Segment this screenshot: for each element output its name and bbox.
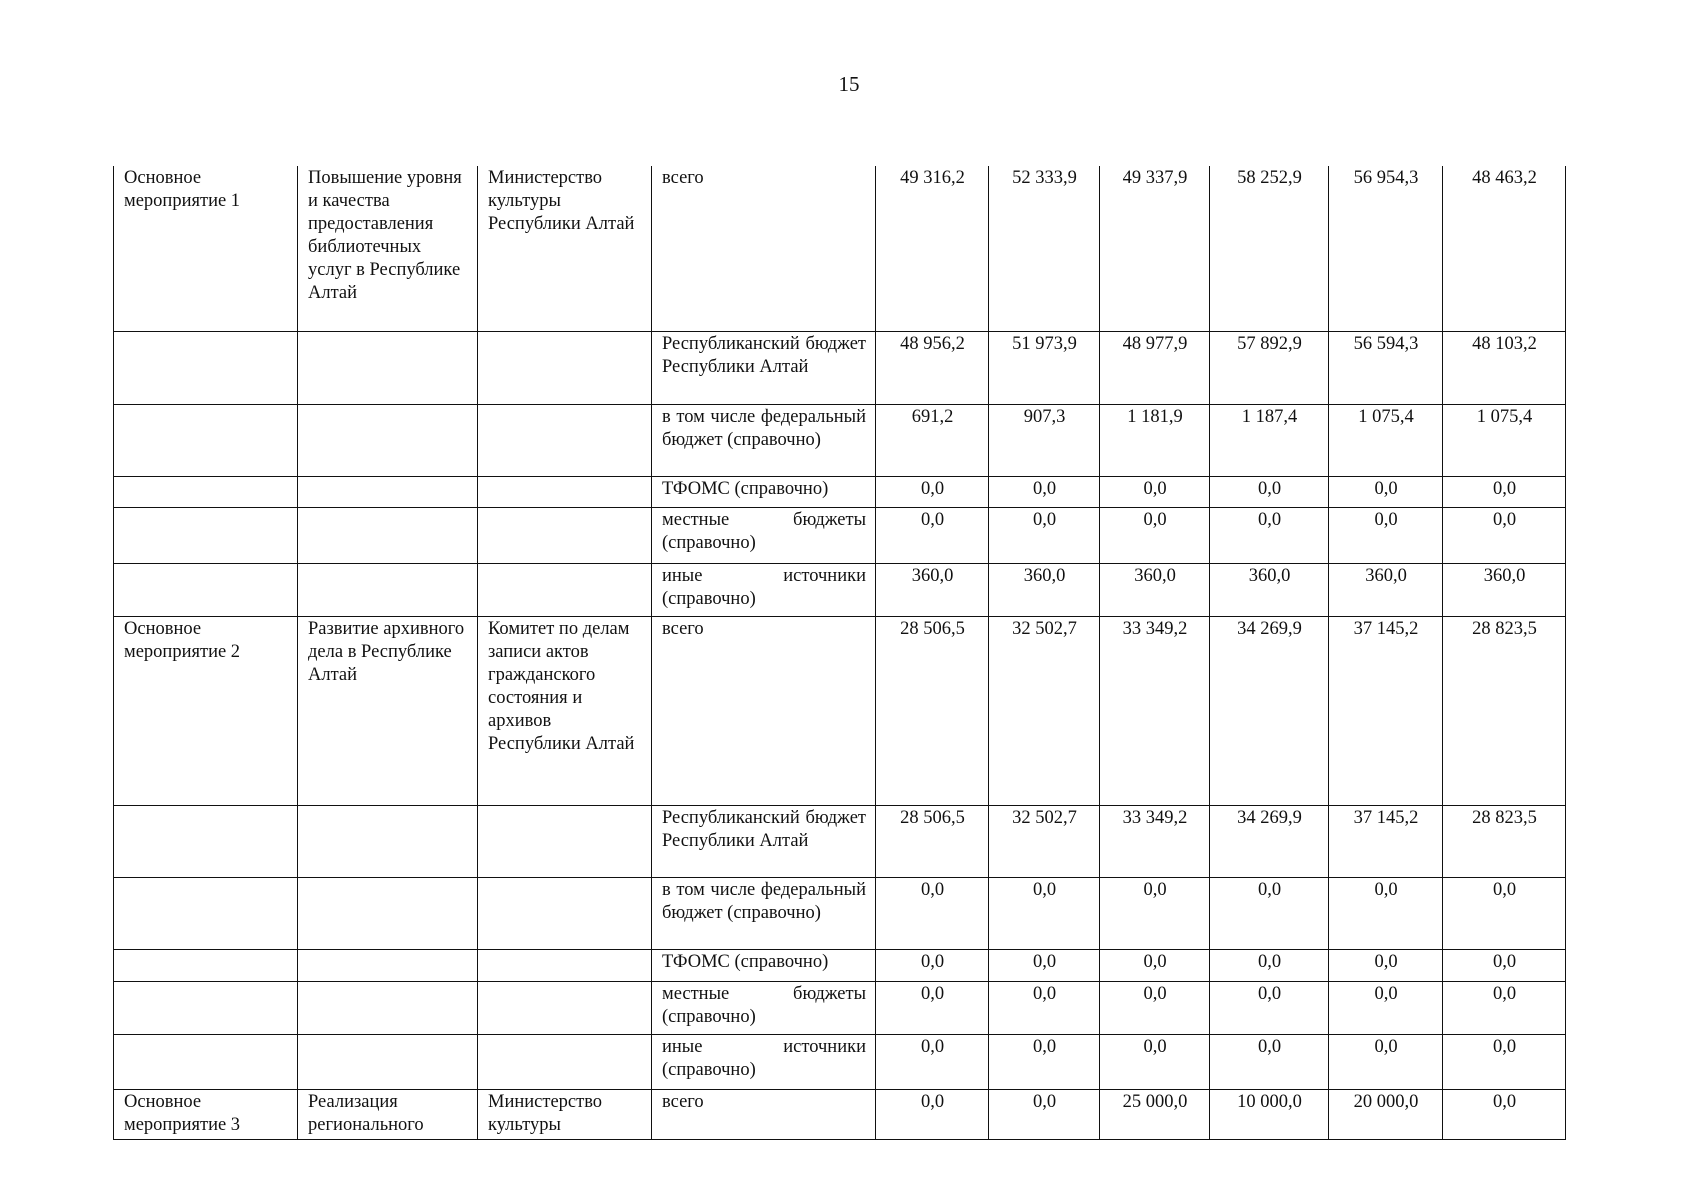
measure-cell — [114, 1034, 298, 1089]
measure-name-cell — [298, 507, 478, 563]
executor-cell — [478, 404, 652, 476]
amount-cell: 48 977,9 — [1100, 331, 1210, 404]
executor-cell — [478, 981, 652, 1034]
funding-source-cell: местные бюджеты (справочно) — [652, 507, 876, 563]
measure-name-cell — [298, 1034, 478, 1089]
executor-cell — [478, 331, 652, 404]
amount-cell: 0,0 — [989, 1034, 1100, 1089]
funding-source-cell: иные источники (справочно) — [652, 563, 876, 616]
amount-cell: 56 954,3 — [1329, 166, 1443, 331]
table-row — [114, 949, 1566, 981]
amount-cell: 0,0 — [1443, 877, 1566, 949]
amount-cell: 0,0 — [1443, 1034, 1566, 1089]
amount-cell: 33 349,2 — [1100, 616, 1210, 805]
amount-cell: 0,0 — [1329, 949, 1443, 981]
table-row — [114, 476, 1566, 507]
funding-source-cell: местные бюджеты (справочно) — [652, 981, 876, 1034]
amount-cell: 0,0 — [1100, 949, 1210, 981]
amount-cell: 0,0 — [1443, 476, 1566, 507]
measure-cell — [114, 476, 298, 507]
amount-cell: 0,0 — [1329, 507, 1443, 563]
amount-cell: 1 181,9 — [1100, 404, 1210, 476]
amount-cell: 1 075,4 — [1443, 404, 1566, 476]
executor-cell — [478, 563, 652, 616]
amount-cell: 49 316,2 — [876, 166, 989, 331]
amount-cell: 28 506,5 — [876, 616, 989, 805]
amount-cell: 0,0 — [876, 476, 989, 507]
measure-name-cell: Реализация регионального — [298, 1089, 478, 1139]
table-row — [114, 981, 1566, 1034]
measure-name-cell — [298, 981, 478, 1034]
amount-cell: 32 502,7 — [989, 805, 1100, 877]
measure-cell — [114, 563, 298, 616]
measure-cell — [114, 805, 298, 877]
measure-cell: Основное мероприятие 2 — [114, 616, 298, 805]
amount-cell: 58 252,9 — [1210, 166, 1329, 331]
amount-cell: 360,0 — [989, 563, 1100, 616]
funding-source-cell: Республиканский бюджет Республики Алтай — [652, 331, 876, 404]
amount-cell: 360,0 — [1210, 563, 1329, 616]
budget-table — [113, 166, 1566, 1140]
amount-cell: 0,0 — [1329, 476, 1443, 507]
measure-name-cell — [298, 563, 478, 616]
table-row — [114, 877, 1566, 949]
amount-cell: 37 145,2 — [1329, 616, 1443, 805]
measure-name-cell — [298, 949, 478, 981]
measure-name-cell: Повышение уровня и качества предоставления библиотечных услуг в Республике Алтай — [298, 166, 478, 331]
amount-cell: 34 269,9 — [1210, 805, 1329, 877]
table-row — [114, 404, 1566, 476]
measure-name-cell — [298, 476, 478, 507]
amount-cell: 0,0 — [876, 1089, 989, 1139]
measure-name-cell: Развитие архивного дела в Республике Алтай — [298, 616, 478, 805]
funding-source-cell: Республиканский бюджет Республики Алтай — [652, 805, 876, 877]
amount-cell: 0,0 — [1100, 507, 1210, 563]
amount-cell: 0,0 — [1210, 1034, 1329, 1089]
funding-source-cell: всего — [652, 1089, 876, 1139]
amount-cell: 1 187,4 — [1210, 404, 1329, 476]
amount-cell: 0,0 — [876, 949, 989, 981]
amount-cell: 0,0 — [1443, 1089, 1566, 1139]
amount-cell: 0,0 — [989, 981, 1100, 1034]
executor-cell: Министерство культуры — [478, 1089, 652, 1139]
amount-cell: 28 506,5 — [876, 805, 989, 877]
table-row — [114, 563, 1566, 616]
funding-source-cell: иные источники (справочно) — [652, 1034, 876, 1089]
measure-cell — [114, 404, 298, 476]
amount-cell: 52 333,9 — [989, 166, 1100, 331]
amount-cell: 360,0 — [1100, 563, 1210, 616]
table-row — [114, 507, 1566, 563]
amount-cell: 0,0 — [1100, 981, 1210, 1034]
amount-cell: 0,0 — [989, 507, 1100, 563]
amount-cell: 0,0 — [989, 1089, 1100, 1139]
amount-cell: 0,0 — [989, 877, 1100, 949]
amount-cell: 0,0 — [1210, 476, 1329, 507]
amount-cell: 360,0 — [1329, 563, 1443, 616]
amount-cell: 25 000,0 — [1100, 1089, 1210, 1139]
funding-source-cell: всего — [652, 616, 876, 805]
funding-source-cell: ТФОМС (справочно) — [652, 949, 876, 981]
amount-cell: 0,0 — [1210, 877, 1329, 949]
funding-source-cell: всего — [652, 166, 876, 331]
table-row — [114, 1034, 1566, 1089]
amount-cell: 57 892,9 — [1210, 331, 1329, 404]
amount-cell: 0,0 — [1443, 981, 1566, 1034]
amount-cell: 0,0 — [1210, 507, 1329, 563]
executor-cell — [478, 877, 652, 949]
amount-cell: 51 973,9 — [989, 331, 1100, 404]
amount-cell: 0,0 — [1210, 949, 1329, 981]
amount-cell: 48 463,2 — [1443, 166, 1566, 331]
executor-cell — [478, 507, 652, 563]
measure-cell: Основное мероприятие 1 — [114, 166, 298, 331]
amount-cell: 0,0 — [876, 981, 989, 1034]
amount-cell: 49 337,9 — [1100, 166, 1210, 331]
table-row — [114, 616, 1566, 805]
amount-cell: 0,0 — [1329, 981, 1443, 1034]
amount-cell: 360,0 — [876, 563, 989, 616]
measure-cell — [114, 981, 298, 1034]
amount-cell: 34 269,9 — [1210, 616, 1329, 805]
table-row — [114, 166, 1566, 331]
amount-cell: 0,0 — [876, 877, 989, 949]
measure-name-cell — [298, 877, 478, 949]
measure-name-cell — [298, 331, 478, 404]
executor-cell — [478, 949, 652, 981]
table-row — [114, 1089, 1566, 1139]
amount-cell: 20 000,0 — [1329, 1089, 1443, 1139]
table-row — [114, 331, 1566, 404]
amount-cell: 33 349,2 — [1100, 805, 1210, 877]
amount-cell: 0,0 — [1443, 949, 1566, 981]
executor-cell — [478, 476, 652, 507]
measure-name-cell — [298, 404, 478, 476]
amount-cell: 48 956,2 — [876, 331, 989, 404]
amount-cell: 0,0 — [1210, 981, 1329, 1034]
amount-cell: 0,0 — [989, 949, 1100, 981]
amount-cell: 360,0 — [1443, 563, 1566, 616]
measure-cell — [114, 507, 298, 563]
measure-cell — [114, 949, 298, 981]
amount-cell: 28 823,5 — [1443, 616, 1566, 805]
amount-cell: 0,0 — [1329, 1034, 1443, 1089]
page-number: 15 — [838, 72, 860, 96]
amount-cell: 0,0 — [1443, 507, 1566, 563]
funding-source-cell: в том числе федеральный бюджет (справочно) — [652, 404, 876, 476]
amount-cell: 37 145,2 — [1329, 805, 1443, 877]
amount-cell: 0,0 — [989, 476, 1100, 507]
amount-cell: 32 502,7 — [989, 616, 1100, 805]
executor-cell — [478, 805, 652, 877]
amount-cell: 691,2 — [876, 404, 989, 476]
executor-cell — [478, 1034, 652, 1089]
amount-cell: 0,0 — [1329, 877, 1443, 949]
measure-cell: Основное мероприятие 3 — [114, 1089, 298, 1139]
amount-cell: 0,0 — [876, 507, 989, 563]
amount-cell: 1 075,4 — [1329, 404, 1443, 476]
amount-cell: 0,0 — [1100, 877, 1210, 949]
measure-name-cell — [298, 805, 478, 877]
measure-cell — [114, 331, 298, 404]
amount-cell: 10 000,0 — [1210, 1089, 1329, 1139]
amount-cell: 0,0 — [1100, 1034, 1210, 1089]
funding-source-cell: в том числе федеральный бюджет (справочно) — [652, 877, 876, 949]
amount-cell: 907,3 — [989, 404, 1100, 476]
funding-source-cell: ТФОМС (справочно) — [652, 476, 876, 507]
amount-cell: 0,0 — [1100, 476, 1210, 507]
amount-cell: 28 823,5 — [1443, 805, 1566, 877]
amount-cell: 0,0 — [876, 1034, 989, 1089]
amount-cell: 48 103,2 — [1443, 331, 1566, 404]
executor-cell: Комитет по делам записи актов гражданского состояния и архивов Республики Алтай — [478, 616, 652, 805]
measure-cell — [114, 877, 298, 949]
table-row — [114, 805, 1566, 877]
amount-cell: 56 594,3 — [1329, 331, 1443, 404]
executor-cell: Министерство культуры Республики Алтай — [478, 166, 652, 331]
